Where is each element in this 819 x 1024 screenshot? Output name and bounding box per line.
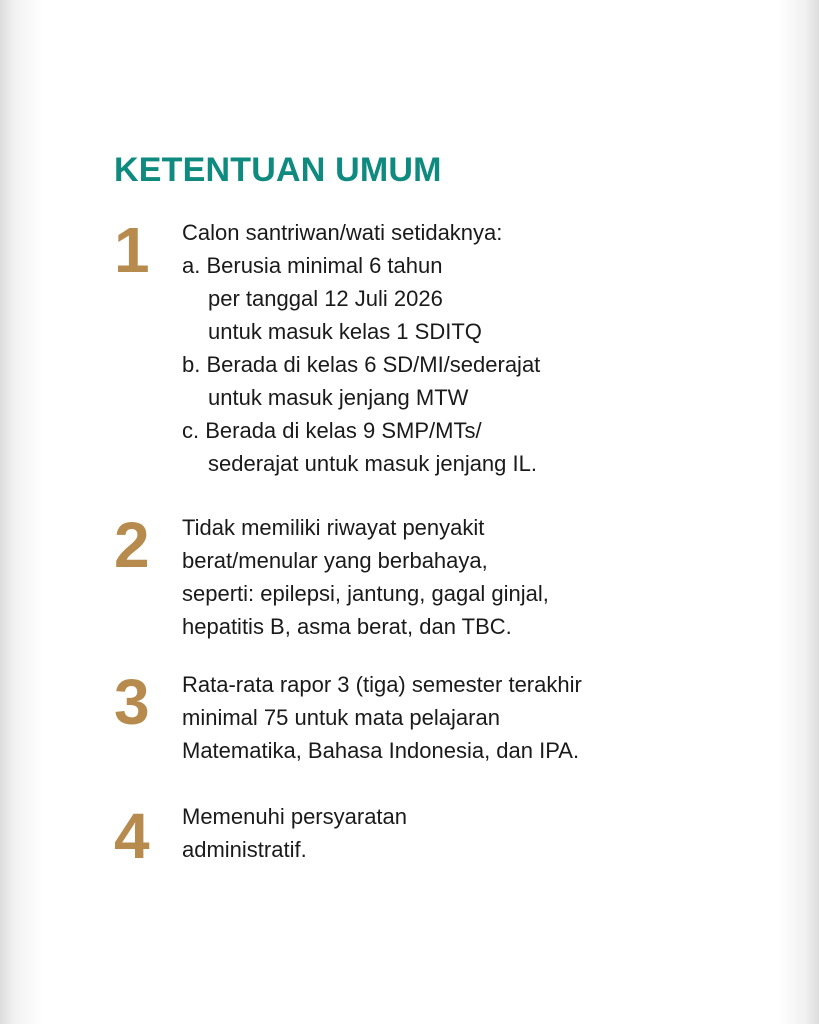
item-line: hepatitis B, asma berat, dan TBC.: [182, 614, 512, 639]
page-title: KETENTUAN UMUM: [114, 151, 442, 189]
item-number: 3: [114, 666, 150, 738]
item-line: Tidak memiliki riwayat penyakit: [182, 515, 485, 540]
item-line: sederajat untuk masuk jenjang IL.: [208, 451, 537, 476]
item-number: 1: [114, 214, 150, 286]
item-line: Matematika, Bahasa Indonesia, dan IPA.: [182, 738, 580, 763]
item-text: [182, 216, 742, 480]
item-text: [182, 511, 742, 643]
item-line: b. Berada di kelas 6 SD/MI/sederajat: [182, 352, 541, 377]
item-line: Calon santriwan/wati setidaknya:: [182, 220, 503, 245]
item-line: per tanggal 12 Juli 2026: [208, 286, 443, 311]
item-line: minimal 75 untuk mata pelajaran: [182, 705, 500, 730]
item-line: Rata-rata rapor 3 (tiga) semester terakhir: [182, 672, 582, 697]
item-line: seperti: epilepsi, jantung, gagal ginjal,: [182, 581, 549, 606]
item-line: Memenuhi persyaratan: [182, 804, 408, 829]
item-text: [182, 800, 742, 866]
item-line: administratif.: [182, 837, 307, 862]
item-line: untuk masuk kelas 1 SDITQ: [208, 319, 482, 344]
item-number: 4: [114, 800, 150, 872]
item-line: c. Berada di kelas 9 SMP/MTs/: [182, 418, 482, 443]
item-number: 2: [114, 509, 150, 581]
item-line: untuk masuk jenjang MTW: [208, 385, 469, 410]
item-text: [182, 668, 742, 767]
item-line: berat/menular yang berbahaya,: [182, 548, 488, 573]
item-line: a. Berusia minimal 6 tahun: [182, 253, 443, 278]
